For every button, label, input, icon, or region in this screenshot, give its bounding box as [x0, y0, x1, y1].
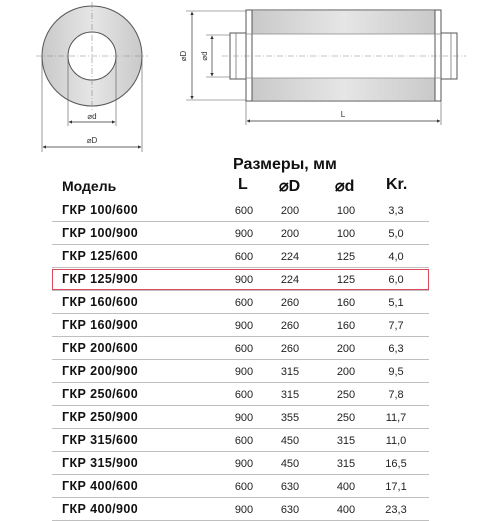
- front-view: [36, 2, 148, 152]
- cell-outer-d: 260: [280, 343, 300, 355]
- cell-kg: 6,0: [388, 274, 404, 286]
- cell-outer-d: 200: [280, 205, 300, 217]
- cell-l: 900: [234, 458, 254, 470]
- cell-l: 600: [234, 205, 254, 217]
- cell-model: ГКР 200/900: [62, 364, 139, 378]
- cell-inner-d: 400: [336, 481, 356, 493]
- row-separator: [52, 359, 429, 360]
- row-separator: [52, 221, 429, 222]
- cell-model: ГКР 400/600: [62, 479, 139, 493]
- cell-l: 600: [234, 297, 254, 309]
- body-top-insulation: [252, 11, 435, 34]
- cell-inner-d: 125: [336, 251, 356, 263]
- cell-l: 600: [234, 435, 254, 447]
- cell-model: ГКР 125/900: [62, 272, 139, 286]
- cell-inner-d: 200: [336, 343, 356, 355]
- cell-kg: 7,7: [388, 320, 404, 332]
- cell-model: ГКР 250/900: [62, 410, 139, 424]
- cell-kg: 4,0: [388, 251, 404, 263]
- side-label-d: ⌀d: [200, 51, 209, 61]
- cell-kg: 17,1: [385, 481, 407, 493]
- cell-model: ГКР 160/900: [62, 318, 139, 332]
- cell-outer-d: 450: [280, 435, 300, 447]
- header-model: Модель: [62, 178, 117, 194]
- cell-inner-d: 315: [336, 435, 356, 447]
- cell-inner-d: 200: [336, 366, 356, 378]
- cell-model: ГКР 400/900: [62, 502, 139, 516]
- cell-kg: 23,3: [385, 504, 407, 516]
- cell-kg: 16,5: [385, 458, 407, 470]
- cell-l: 900: [234, 274, 254, 286]
- header-l: L: [238, 176, 248, 193]
- cell-outer-d: 450: [280, 458, 300, 470]
- row-separator: [52, 474, 429, 475]
- cell-l: 600: [234, 251, 254, 263]
- cell-outer-d: 315: [280, 366, 300, 378]
- cell-l: 600: [234, 389, 254, 401]
- cell-inner-d: 100: [336, 228, 356, 240]
- row-separator: [52, 497, 429, 498]
- cell-model: ГКР 200/600: [62, 341, 139, 355]
- cell-inner-d: 160: [336, 320, 356, 332]
- cell-model: ГКР 100/600: [62, 203, 139, 217]
- row-separator: [52, 451, 429, 452]
- cell-l: 600: [234, 343, 254, 355]
- technical-drawing: [0, 0, 500, 160]
- cell-inner-d: 400: [336, 504, 356, 516]
- cell-model: ГКР 125/600: [62, 249, 139, 263]
- side-label-L: L: [340, 110, 346, 119]
- cell-kg: 11,7: [385, 412, 407, 424]
- row-separator: [52, 336, 429, 337]
- header-outer-d: ⌀D: [279, 178, 301, 195]
- cell-inner-d: 315: [336, 458, 356, 470]
- row-separator: [52, 405, 429, 406]
- row-separator: [52, 382, 429, 383]
- cell-l: 600: [234, 481, 254, 493]
- row-separator: [52, 267, 429, 268]
- cell-inner-d: 125: [336, 274, 356, 286]
- cell-kg: 6,3: [388, 343, 404, 355]
- cell-kg: 5,1: [388, 297, 404, 309]
- front-label-d: ⌀d: [87, 112, 97, 121]
- cell-inner-d: 250: [336, 412, 356, 424]
- cell-outer-d: 260: [280, 320, 300, 332]
- cell-kg: 3,3: [388, 205, 404, 217]
- cell-model: ГКР 100/900: [62, 226, 139, 240]
- side-view: [179, 10, 466, 125]
- header-inner-d: ⌀d: [335, 178, 355, 195]
- cell-outer-d: 200: [280, 228, 300, 240]
- side-label-D: ⌀D: [179, 50, 188, 62]
- cell-inner-d: 160: [336, 297, 356, 309]
- cell-l: 900: [234, 320, 254, 332]
- cell-l: 900: [234, 412, 254, 424]
- cell-model: ГКР 315/900: [62, 456, 139, 470]
- cell-l: 900: [234, 366, 254, 378]
- cell-inner-d: 100: [336, 205, 356, 217]
- cell-l: 900: [234, 504, 254, 516]
- row-separator: [52, 290, 429, 291]
- cell-model: ГКР 315/600: [62, 433, 139, 447]
- cell-l: 900: [234, 228, 254, 240]
- row-separator: [52, 313, 429, 314]
- cell-outer-d: 315: [280, 389, 300, 401]
- cell-model: ГКР 250/600: [62, 387, 139, 401]
- cell-outer-d: 224: [280, 274, 300, 286]
- body-bottom-insulation: [252, 78, 435, 100]
- cell-kg: 9,5: [388, 366, 404, 378]
- cell-model: ГКР 160/600: [62, 295, 139, 309]
- front-label-D: ⌀D: [86, 136, 98, 145]
- row-separator: [52, 244, 429, 245]
- cell-outer-d: 355: [280, 412, 300, 424]
- cell-inner-d: 250: [336, 389, 356, 401]
- cell-outer-d: 630: [280, 481, 300, 493]
- cell-kg: 11,0: [385, 435, 407, 447]
- cell-outer-d: 224: [280, 251, 300, 263]
- table-title: Размеры, мм: [233, 156, 337, 173]
- cell-kg: 5,0: [388, 228, 404, 240]
- header-kg: Kr.: [386, 176, 408, 193]
- cell-kg: 7,8: [388, 389, 404, 401]
- cell-outer-d: 630: [280, 504, 300, 516]
- row-separator: [52, 428, 429, 429]
- cell-outer-d: 260: [280, 297, 300, 309]
